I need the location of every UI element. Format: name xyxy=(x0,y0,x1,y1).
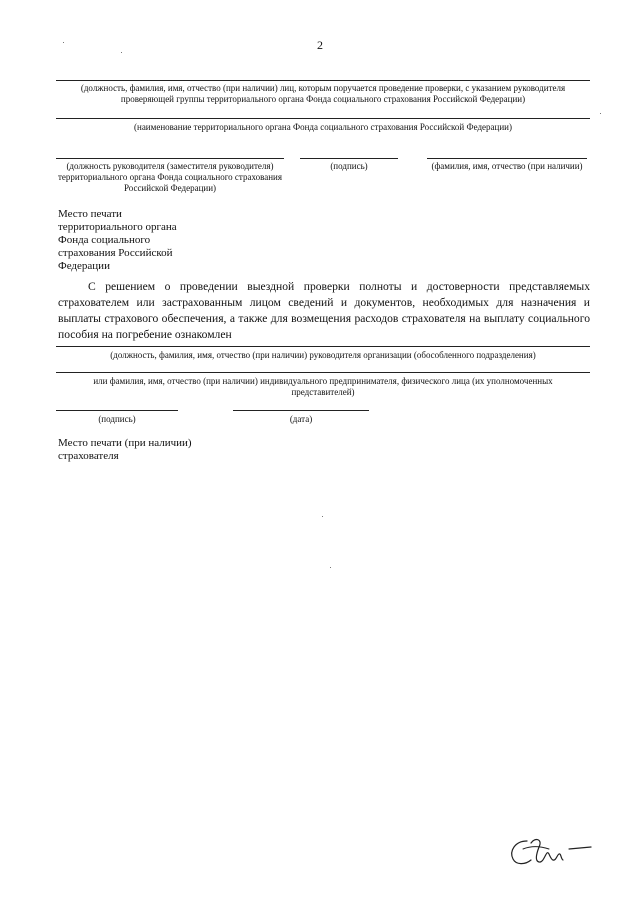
inspector-caption: (должность, фамилия, имя, отчество (при наличии) лиц, которым поручается проведение проверки, с указанием руководителя проверяющей группы территориального органа Фонда социального страхования Российской Федерации) xyxy=(80,83,566,104)
seal-line-3: Фонда социального xyxy=(58,234,151,246)
ack-date-caption: (дата) xyxy=(289,414,313,424)
head-position-line xyxy=(56,158,284,159)
org-head-caption: (должность, фамилия, имя, отчество (при наличии) руководителя организации (обособленного подразделения) xyxy=(110,350,536,360)
seal-line-1: Место печати xyxy=(58,208,122,220)
head-name-line xyxy=(427,158,587,159)
decision-paragraph: С решением о проведении выездной проверки полноты и достоверности представляемых страхователем или застрахованным лицом сведений и документов, необходимых для назначения и выплаты страхового обеспечения, а также для возмещения расходов страхователя на выплату социального пособия на погребение ознакомлен xyxy=(58,280,590,341)
ack-signature-caption: (подпись) xyxy=(98,414,136,424)
seal-line-2: территориального органа xyxy=(58,221,177,233)
page-number: 2 xyxy=(317,38,323,52)
handwritten-initials xyxy=(505,835,597,869)
territorial-body-line xyxy=(56,118,590,119)
insurer-seal-block xyxy=(58,437,258,463)
entrepreneur-caption: или фамилия, имя, отчество (при наличии) индивидуального предпринимателя, физического лица (их уполномоченных представителей) xyxy=(93,376,553,397)
insurer-seal-line-1: Место печати (при наличии) xyxy=(58,437,192,449)
head-position-caption: (должность руководителя (заместителя руководителя) территориального органа Фонда социального страхования Российской Федерации) xyxy=(58,161,282,193)
seal-line-4: страхования Российской xyxy=(58,247,173,259)
scan-speck xyxy=(322,516,323,517)
seal-line-5: Федерации xyxy=(58,260,110,272)
entrepreneur-line xyxy=(56,372,590,373)
ack-signature-line xyxy=(56,410,178,411)
territorial-body-caption: (наименование территориального органа Фонда социального страхования Российской Федерации) xyxy=(134,122,512,132)
scan-speck xyxy=(600,113,601,114)
head-signature-line xyxy=(300,158,398,159)
head-signature-caption: (подпись) xyxy=(330,161,368,171)
insurer-seal-line-2: страхователя xyxy=(58,450,119,462)
seal-block xyxy=(58,208,238,273)
scan-speck xyxy=(121,52,122,53)
scan-speck xyxy=(330,567,331,568)
ack-date-line xyxy=(233,410,369,411)
scan-speck xyxy=(63,42,64,43)
inspector-line xyxy=(56,80,590,81)
org-head-line xyxy=(56,346,590,347)
head-name-caption: (фамилия, имя, отчество (при наличии) xyxy=(431,161,583,171)
